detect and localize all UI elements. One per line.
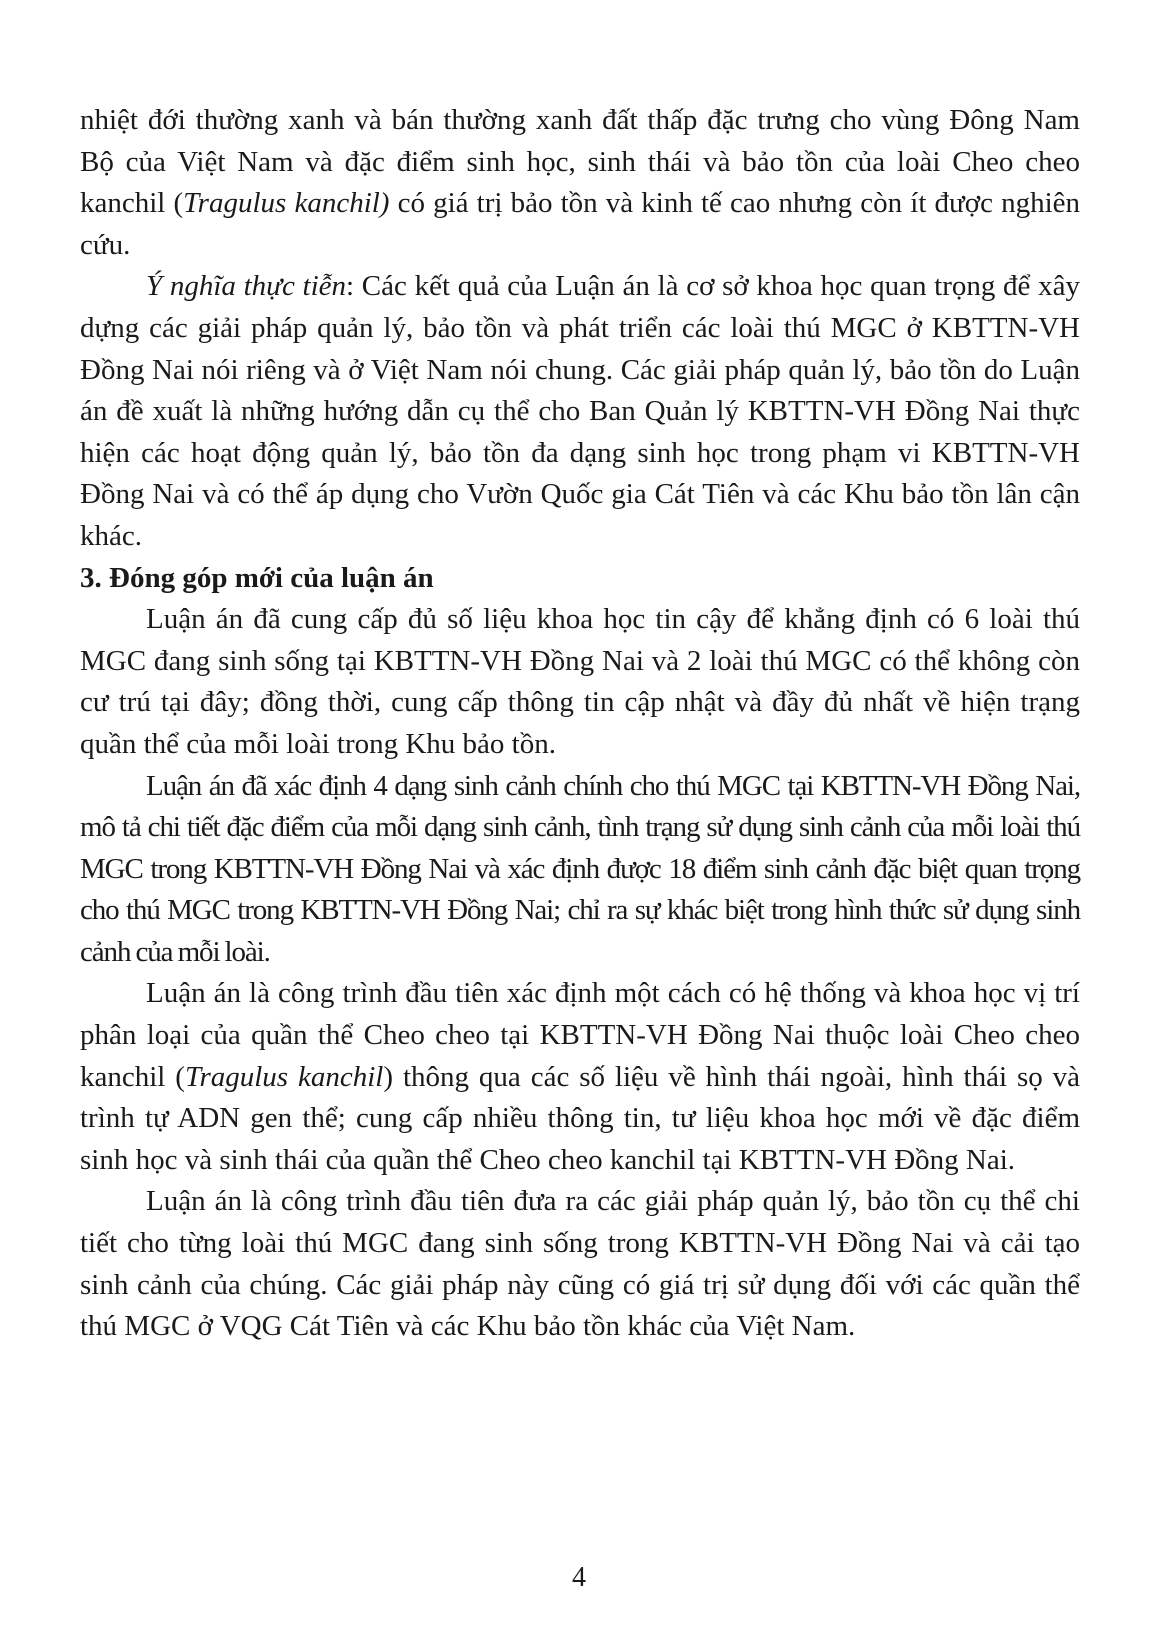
practical-significance-label: Ý nghĩa thực tiễn — [146, 270, 347, 303]
section-heading: 3. Đóng góp mới của luận án — [80, 561, 434, 594]
text-run: ) thông qua các số liệu về hình thái ngoài, hình thái sọ và trình tự ADN gen thể; cung cấp nhiều thông tin, tư liệu khoa học mới về đặc điểm sinh học và sinh thái của quần thể Cheo cheo kanchil tại KBTTN-VH Đồng Nai. — [80, 1060, 1081, 1176]
text-run: nhiệt đới thường xanh và bán thường xanh đất thấp đặc trưng cho vùng Đông Nam Bộ của Việt Nam và đặc điểm sinh học, sinh thái và bảo tồn của loài Cheo cheo kanchil ( — [80, 104, 1080, 220]
paragraph-practical-significance — [80, 266, 1080, 557]
text-run: có giá trị bảo tồn và kinh tế cao nhưng còn ít được nghiên cứu. — [80, 187, 1080, 261]
paragraph-significance-continuation — [80, 100, 1080, 266]
species-name-italic: Tragulus kanchil) — [183, 187, 390, 220]
species-name-italic: Tragulus kanchil — [184, 1060, 384, 1093]
paragraph-contribution-3 — [80, 973, 1080, 1181]
text-run: : Các kết quả của Luận án là cơ sở khoa học quan trọng để xây dựng các giải pháp quản lý, bảo tồn và phát triển các loài thú MGC ở KBTTN-VH Đồng Nai nói riêng và ở Việt Nam nói chung. Các giải pháp quản lý, bảo tồn do Luận án đề xuất là những hướng dẫn cụ thể cho Ban Quản lý KBTTN-VH Đồng Nai thực hiện các hoạt động quản lý, bảo tồn đa dạng sinh học trong phạm vi KBTTN-VH Đồng Nai và có thể áp dụng cho Vườn Quốc gia Cát Tiên và các Khu bảo tồn lân cận khác. — [80, 270, 1080, 552]
page-number: 4 — [572, 1562, 586, 1593]
text-run: Luận án là công trình đầu tiên xác định một cách có hệ thống và khoa học vị trí phân loại của quần thể Cheo cheo tại KBTTN-VH Đồng Nai thuộc loài Cheo cheo kanchil ( — [80, 977, 1080, 1093]
paragraph-contribution-2: Luận án đã xác định 4 dạng sinh cảnh chính cho thú MGC tại KBTTN-VH Đồng Nai, mô tả chi tiết đặc điểm của mỗi dạng sinh cảnh, tình trạng sử dụng sinh cảnh của mỗi loài thú MGC trong KBTTN-VH Đồng Nai và xác định được 18 điểm sinh cảnh đặc biệt quan trọng cho thú MGC trong KBTTN-VH Đồng Nai; chỉ ra sự khác biệt trong hình thức sử dụng sinh cảnh của mỗi loài. — [80, 769, 1080, 968]
paragraph-contribution-1: Luận án đã cung cấp đủ số liệu khoa học tin cậy để khẳng định có 6 loài thú MGC đang sinh sống tại KBTTN-VH Đồng Nai và 2 loài thú MGC có thể không còn cư trú tại đây; đồng thời, cung cấp thông tin cập nhật và đầy đủ nhất về hiện trạng quần thể của mỗi loài trong Khu bảo tồn. — [80, 603, 1080, 760]
paragraph-contribution-4: Luận án là công trình đầu tiên đưa ra các giải pháp quản lý, bảo tồn cụ thể chi tiết cho từng loài thú MGC đang sinh sống trong KBTTN-VH Đồng Nai và cải tạo sinh cảnh của chúng. Các giải pháp này cũng có giá trị sử dụng đối với các quần thể thú MGC ở VQG Cát Tiên và các Khu bảo tồn khác của Việt Nam. — [80, 1185, 1080, 1343]
page-body — [80, 100, 1080, 1348]
